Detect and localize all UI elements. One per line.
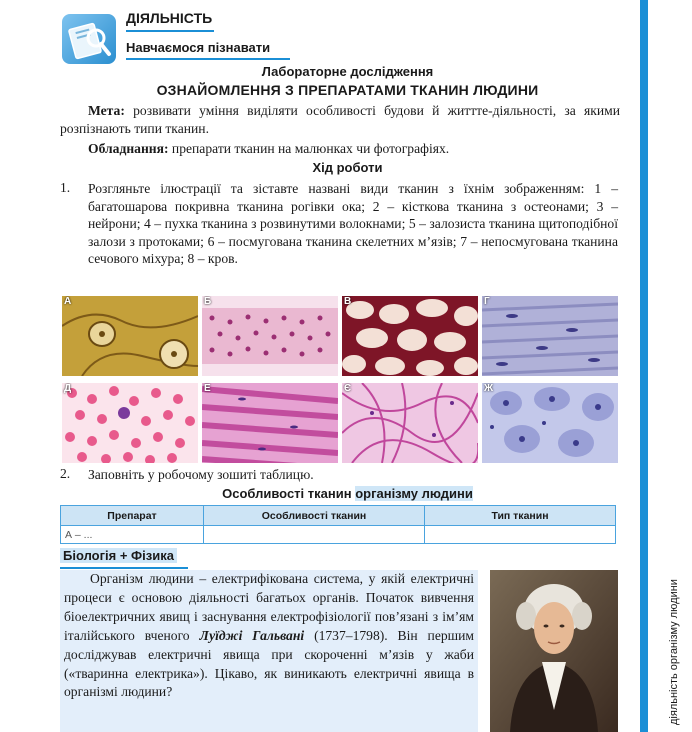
header-type: Тип тканин — [425, 506, 616, 526]
galvani-portrait — [490, 570, 618, 732]
table-cell-type — [425, 526, 616, 544]
table-cell-preparation: А – ... — [61, 526, 204, 544]
step-1-text: Розгляньте ілюстрації та зіставте названі види тканин з їхнім зображенням: 1 – багатошарова покривна тканина рогівки ока; 2 – кісткова тканина з остеонами; 3 – нейрони; 4 – пухка тканина з розвинутими волокнами; 5 – залозиста тканина щитоподібної залози з протоками; 6 – посмугована тканина скелетних м’язів; 7 – непосмугована тканина сечового міхура; 8 – кров. — [88, 181, 618, 267]
subsection-title: Навчаємося пізнавати — [126, 40, 271, 55]
image-label: Д — [64, 383, 72, 394]
tissue-image-h — [482, 383, 618, 463]
image-label: Є — [344, 383, 352, 394]
bio-text-after: (1737–1798). Він першим досліджував електричні явища при скороченні м’язів у жаби («тваринна електрика»). Цікаво, як виникають електричні явища в організмі людини? — [64, 627, 474, 700]
goal-paragraph — [60, 102, 620, 137]
table-header-row — [61, 506, 616, 526]
image-label: А — [64, 296, 72, 307]
tissue-table — [60, 505, 616, 544]
equipment-paragraph — [60, 140, 620, 158]
table-title-part1: Особливості тканин — [222, 486, 352, 501]
image-label: Е — [204, 383, 211, 394]
tissue-image-b — [202, 296, 338, 376]
table-title — [60, 486, 635, 501]
step-2-number: 2. — [60, 466, 71, 481]
tissue-image-d — [482, 296, 618, 376]
image-label: Г — [484, 296, 490, 307]
tissue-images-grid — [62, 296, 617, 463]
equipment-text: препарати тканин на малюнках чи фотографіях. — [171, 141, 450, 156]
tissue-image-c — [342, 296, 478, 376]
activity-logo-icon — [62, 14, 116, 64]
bio-physics-heading: Біологія + Фізика — [60, 548, 177, 563]
scientist-name: Луїджі Гальвані — [199, 627, 305, 643]
bio-text-before: Організм людини – електрифікована система, у якій електричні процеси є основою діяльності багатьох органів. Початок вивчення біоелектричних явищ і заснування електрофізіології пов’язані з ім’ям італійського вченого — [64, 571, 474, 643]
step-2-text: Заповніть у робочому зошиті таблицю. — [88, 467, 314, 482]
bio-physics-text — [60, 570, 478, 732]
section-title: ДІЯЛЬНІСТЬ — [126, 10, 213, 26]
step-1-number: 1. — [60, 180, 71, 195]
table-title-part2: організму людини — [355, 486, 473, 501]
section-underline — [126, 30, 214, 32]
side-running-title: діяльність організму людини — [668, 579, 680, 725]
subsection-underline — [126, 58, 290, 60]
header-features: Особливості тканин — [204, 506, 425, 526]
image-label: Б — [204, 296, 212, 307]
goal-text: розвивати уміння виділяти особливості будови й життте-діяльності, за якими розпізнають типи тканин. — [60, 103, 621, 136]
lab-title: ОЗНАЙОМЛЕННЯ З ПРЕПАРАТАМИ ТКАНИН ЛЮДИНИ — [156, 82, 539, 98]
procedure-title: Хід роботи — [312, 160, 383, 175]
table-cell-features — [204, 526, 425, 544]
lab-label: Лабораторне дослідження — [261, 64, 434, 79]
tissue-image-e — [62, 383, 198, 463]
tissue-image-a — [62, 296, 198, 376]
tissue-image-g — [342, 383, 478, 463]
bio-physics-underline — [60, 567, 188, 569]
goal-label: Мета: — [88, 103, 125, 118]
equipment-label: Обладнання: — [88, 141, 169, 156]
tissue-image-f — [202, 383, 338, 463]
page-edge-bar — [640, 0, 648, 732]
image-label: В — [344, 296, 352, 307]
image-label: Ж — [484, 383, 494, 394]
header-preparation: Препарат — [61, 506, 204, 526]
table-row — [61, 526, 616, 544]
